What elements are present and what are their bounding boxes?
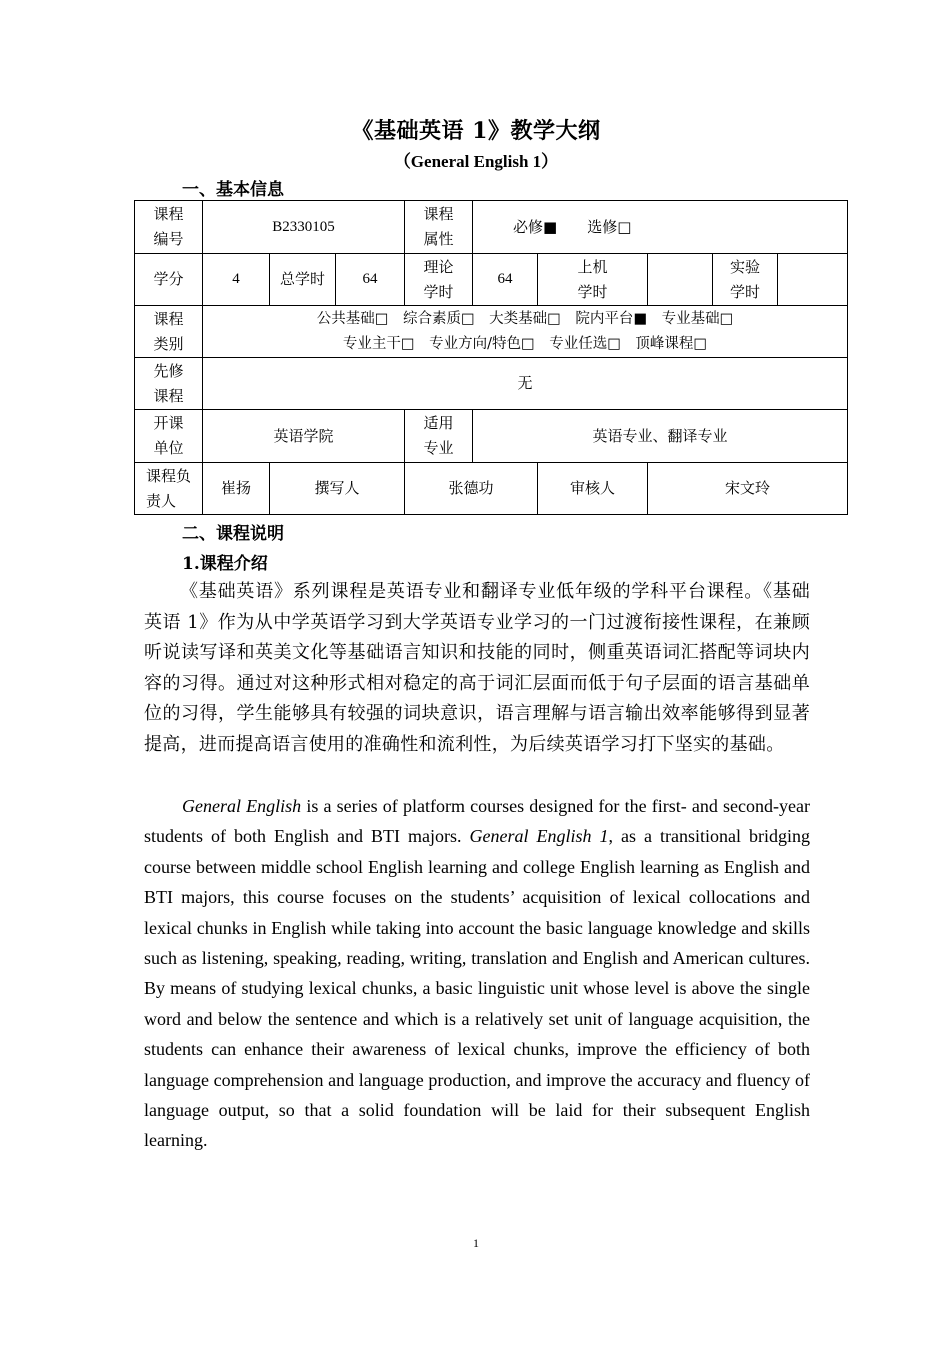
credit-label: 学分 [135,254,203,306]
theory-hours-label: 理论学时 [423,257,454,301]
computer-hours-label: 上机学时 [577,257,608,301]
english-intro-part-2: , as a transitional bridging course between middle school English learning and college English learning as English and BTI majors, this course focuses on the students’ acquisition of lexical collocations and lexical chunks in English while taking into account the basic language knowledge and skills such as listening, speaking, reading, writing, translation and English and American cultures. By means of studying lexical chunks, a basic linguistic unit whose level is above the single word and below the sentence and which is a relatively set unit of language acquisition, the students can enhance their awareness of lexical chunks, improve the efficiency of both language comprehension and language production, and improve the accuracy and fluency of language output, so that a solid foundation will be laid for their subsequent English learning. [144,826,810,1151]
cell-label [135,410,203,463]
reviewer-label: 审核人 [538,463,648,515]
cell-label [405,254,473,306]
cell-label [135,306,203,358]
course-name-italic: General English 1 [469,826,609,847]
course-attribute-value: 必修■ 选修□ [473,201,848,254]
table-row [135,410,848,463]
course-lead-label: 课程负责人 [146,466,192,510]
chinese-intro-text: 《基础英语》系列课程是英语专业和翻译专业低年级的学科平台课程。《基础英语 1》作为从中学英语学习到大学英语专业学习的一门过渡衔接性课程，在兼顾听说读写译和英美文化等基础语言知识和技能的同时，侧重英语词汇搭配等词块内容的习得。通过对这种形式相对稳定的高于词汇层面而低于句子层面的语言基础单位的习得，学生能够具有较强的词块意识，语言理解与语言输出效率能够得到显著提高，进而提高语言使用的准确性和流利性，为后续英语学习打下坚实的基础。 [144,581,810,755]
total-hours-value: 64 [336,254,405,306]
course-lead-value: 崔扬 [203,463,270,515]
category-options-line-1: 公共基础□ 综合素质□ 大类基础□ 院内平台■ 专业基础□ [316,310,734,327]
cell-label [713,254,778,306]
writer-label: 撰写人 [270,463,405,515]
section-heading-course-description: 二、课程说明 [182,524,284,544]
table-row [135,463,848,515]
table-row [135,358,848,410]
department-value: 英语学院 [203,410,405,463]
cell-label [135,358,203,410]
cell-label [538,254,648,306]
chinese-intro-paragraph [144,577,810,760]
table-row [135,306,848,358]
writer-value: 张德功 [405,463,538,515]
lab-hours-label: 实验学时 [730,257,761,301]
cell-label [405,410,473,463]
applicable-major-value: 英语专业、翻译专业 [473,410,848,463]
lab-hours-value [778,254,848,306]
course-code-value: B2330105 [203,201,405,254]
course-attribute-label: 课程属性 [423,205,454,248]
english-intro-text [144,791,810,1156]
prerequisite-label: 先修课程 [153,361,184,405]
department-label: 开课单位 [153,414,184,457]
basic-info-table [134,200,848,515]
course-category-value [203,306,848,358]
section-heading-basic-info: 一、基本信息 [182,180,284,200]
table-row [135,201,848,254]
english-intro-paragraph [144,791,810,1156]
reviewer-value: 宋文玲 [648,463,848,515]
applicable-major-label: 适用专业 [423,414,454,457]
page-number: 1 [473,1236,479,1250]
subsection-heading-course-intro: 1.课程介绍 [182,554,268,574]
theory-hours-value: 64 [473,254,538,306]
credit-value: 4 [203,254,270,306]
category-options-line-2: 专业主干□ 专业方向/特色□ 专业任选□ 顶峰课程□ [342,335,708,352]
course-category-label: 课程类别 [153,309,184,353]
course-name-italic: General English [182,796,302,816]
document-title: 《基础英语 1》教学大纲 [351,118,601,144]
computer-hours-value [648,254,713,306]
course-code-label: 课程编号 [153,205,184,248]
document-subtitle: （General English 1） [393,152,559,171]
cell-label [135,201,203,254]
prerequisite-value: 无 [203,358,848,410]
cell-label [135,463,203,515]
table-row [135,254,848,306]
total-hours-label: 总学时 [270,254,336,306]
english-intro-part-1: is a series of platform courses designed for the first- and second-year students of both English and BTI majors. [144,796,810,847]
cell-label [405,201,473,254]
